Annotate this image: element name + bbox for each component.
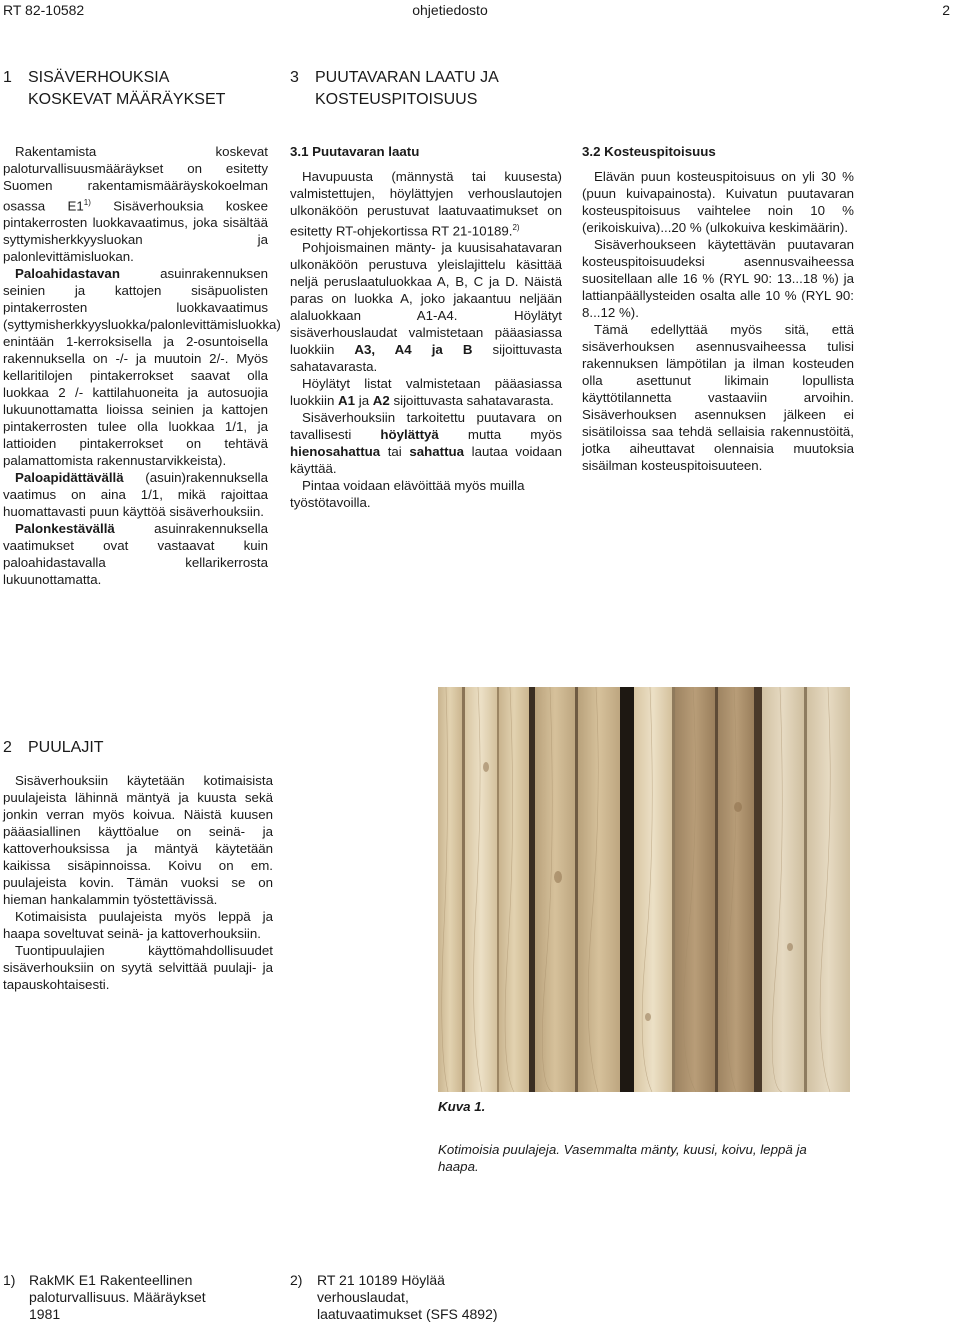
section-1-paragraph-2 — [3, 265, 281, 469]
section-1-p3-text: (asuin)rakennuksella vaatimus on aina 1/1, mikä rajoittaa huomattavasti puun käyttöä sisäverhouksiin. — [3, 470, 268, 520]
section-1-body — [3, 143, 281, 588]
section-1-p1-text-cont: Sisäverhouksia koskee pintakerrosten luokkavaatimus, joka sisältää syttymisherkkyysluokan ja palonlevittämisluokan. — [3, 198, 268, 265]
section-3-1-p3-text: Höylätyt listat valmistetaan pääasiassa luokkiin — [290, 376, 562, 409]
section-3-1-paragraph-2 — [290, 239, 562, 375]
section-3-1-p1-text: Havupuusta (männystä tai kuusesta) valmistettujen, höylättyjen verhouslautojen ulkonäköön perustuvat laatuvaatimukset on esitetty RT-ohjekortissa RT 21-10189. — [290, 169, 562, 239]
section-3-2-heading: 3.2 Kosteuspitoisuus — [582, 144, 716, 159]
section-3-2-paragraph-2: Sisäverhoukseen käytettävän puutavaran kosteuspitoisuudeksi asennusvaiheessa suositellaan alle 16 % (RYL 90: 13...18 %) ja lattianpäällysteiden osalta alle 10 % (RYL 90: 8...12 %). — [582, 237, 854, 320]
section-3-2-paragraph-3: Tämä edellyttää myös sitä, että sisäverhouksen asennusvaiheessa tulisi rakennuksen lämpötilan ja ilman kosteuden olla asettunut likimain lopullista käyttötilannetta vastaaviin arvoihin. Sisäverhouksen asennuksen jälkeen ei sisätiloissa saa tehdä sellaisia rakennustöitä, jotka aiheuttavat olennaisia muutoksia sisäilman kosteuspitoisuuteen. — [582, 322, 854, 473]
section-3-title-line2: KOSTEUSPITOISUUS — [315, 91, 478, 108]
section-2-paragraph-2: Kotimaisista puulajeista myös leppä ja haapa soveltuvat seinä- ja kattoverhouksiin. — [3, 909, 273, 941]
section-1-paragraph-1 — [3, 143, 268, 265]
section-3-1-p4-mid2: tai — [380, 444, 410, 460]
section-3-2-paragraph-1: Elävän puun kosteuspitoisuus on yli 30 % (puun kuivapainosta). Kuivatun puutavaran kosteuspitoisuus vaihtelee noin 10 % (erikoiskuiva)...20 % (ulkokuiva keskimäärin). — [582, 169, 854, 235]
term-hoylatty: höylättyä — [380, 427, 439, 443]
section-1-p1-text: Rakentamista koskevat paloturvallisuusmääräykset on esitetty Suomen rakentamismääräyskokoelman osassa E1 — [3, 144, 268, 214]
section-3-1-p3-mid: ja — [355, 393, 373, 409]
section-3-1-p4-text: Sisäverhouksiin tarkoitettu puutavara on tavallisesti — [290, 410, 562, 443]
section-3-1-p2-text-cont: sijoittuvasta sahatavarasta. — [290, 342, 562, 375]
section-3-1-paragraph-1 — [290, 168, 562, 239]
term-sahattu: sahattua — [409, 444, 465, 460]
term-paloapidattava: Paloapidättävällä — [15, 470, 124, 486]
grade-a2: A2 — [372, 393, 390, 409]
term-hienosahattu: hienosahattua — [290, 444, 381, 460]
page-number: 2 — [942, 2, 950, 18]
footnote-1-number: 1) — [3, 1272, 16, 1288]
section-3-1-p2-text: Pohjoismainen mänty- ja kuusisahatavaran ulkonäköön perustuva yleislajittelu käsittää neljä peruslaatuluokkaa A, B, C ja D. Näistä paras on luokka A, joko jakaantuu neljään alaluokkaan A1-A4. Höylätyt sisäverhouslaudat valmistetaan pääasiassa luokkiin — [290, 240, 562, 358]
section-3-1-p4-mid: mutta myös — [438, 427, 562, 443]
section-3-1-p4-text-cont: lautaa voidaan käyttää. — [290, 444, 562, 477]
section-3-1-heading: 3.1 Puutavaran laatu — [290, 144, 420, 159]
section-1-title-line2: KOSKEVAT MÄÄRÄYKSET — [28, 91, 226, 108]
section-1-p2-text: asuinrakennuksen seinien ja kattojen sisäpuolisten pintakerrosten luokkavaatimus (syttymisherkkyysluokka/palonlevittämisluokka) enintään 1-kerroksisella ja 2-osuntoisella rakennuksella on -/- ja muutoin 2/-. Myös kellaritilojen pintakerrokset saavat olla luokkaa 2 /- kattilahuoneita ja autosuojia lukuunottamatta lioissa seinien ja kattojen pintakerrosten tulee olla luokkaa 1/1, ja lattioiden pintakerrokset on tehtävä palamattomista rakennustarvikkeista). — [3, 266, 281, 469]
section-3-1 — [290, 143, 562, 511]
section-1-paragraph-3 — [3, 469, 268, 520]
footnote-2 — [290, 1272, 570, 1326]
section-1-number: 1 — [3, 69, 12, 86]
section-1-title-line1: SISÄVERHOUKSIA — [28, 69, 170, 86]
term-paloahidastava: Paloahidastavan — [15, 266, 120, 282]
footnote-ref-1: 1) — [83, 198, 91, 207]
doc-type: ohjetiedosto — [412, 2, 488, 18]
section-3-1-paragraph-4 — [290, 409, 562, 477]
section-3-1-paragraph-3 — [290, 375, 562, 409]
section-1-p4-text: asuinrakennuksella vaatimukset ovat vastaavat kuin paloahidastavalla kellarikerrosta lukuunottamatta. — [3, 521, 268, 588]
section-1-heading — [3, 68, 283, 112]
figure-caption: Kotimoisia puulajeja. Vasemmalta mänty, kuusi, koivu, leppä ja haapa. — [438, 1142, 807, 1174]
section-3-heading — [290, 68, 610, 112]
figure-title: Kuva 1. — [438, 1099, 486, 1114]
section-2-paragraph-1: Sisäverhouksiin käytetään kotimaisista puulajeista lähinnä mäntyä ja kuusta sekä jonkin verran myös koivua. Näistä kuusen pääasiallinen käyttöalue on seinä- ja kattoverhouksissa ja mäntyä käytetään kaikissa sisäpinnoissa. Koivu on em. puulajeista kovin. Tämän vuoksi se on hieman hankalammin työstettävissä. — [3, 773, 273, 907]
footnote-2-line3: laatuvaatimukset (SFS 4892) — [317, 1306, 498, 1322]
section-2-heading — [3, 738, 283, 760]
wood-panel-photo — [438, 687, 850, 1092]
footnote-2-line2: verhouslaudat, — [317, 1289, 409, 1305]
section-2-number: 2 — [3, 739, 12, 756]
footnote-ref-2: 2) — [512, 223, 520, 232]
footnote-1 — [3, 1272, 263, 1326]
footnote-1-line1: RakMK E1 Rakenteellinen — [29, 1272, 193, 1288]
section-3-2 — [582, 143, 854, 474]
footnote-1-line3: 1981 — [29, 1306, 61, 1322]
footnote-2-line1: RT 21 10189 Höylää — [317, 1272, 445, 1288]
footnote-1-line2: paloturvallisuus. Määräykset — [29, 1289, 206, 1305]
section-3-1-p3-text-cont: sijoittuvasta sahatavarasta. — [389, 393, 554, 409]
section-3-title-line1: PUUTAVARAN LAATU JA — [315, 69, 499, 86]
section-3-1-paragraph-5: Pintaa voidaan elävöittää myös muilla työstötavoilla. — [290, 478, 525, 511]
section-3-number: 3 — [290, 69, 299, 86]
grade-a3-a4-b: A3, A4 ja B — [354, 342, 473, 358]
term-palonkestava: Palonkestävällä — [15, 521, 115, 537]
section-2-paragraph-3: Tuontipuulajien käyttömahdollisuudet sisäverhouksiin on syytä selvittää puulaji- ja tapauskohtaisesti. — [3, 943, 273, 992]
section-2-body — [3, 772, 273, 993]
section-2-title: PUULAJIT — [28, 739, 104, 756]
doc-code: RT 82-10582 — [3, 2, 85, 18]
footnote-2-number: 2) — [290, 1272, 303, 1288]
grade-a1: A1 — [338, 393, 356, 409]
section-1-paragraph-4 — [3, 520, 268, 588]
